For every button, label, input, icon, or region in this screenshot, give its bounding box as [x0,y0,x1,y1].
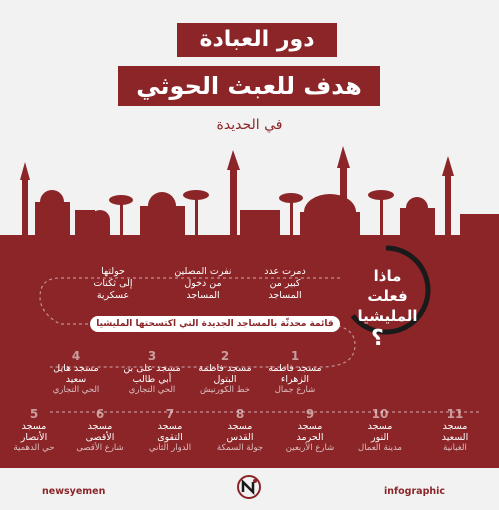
title-line-2: هدف للعبث الحوثي [118,66,380,106]
mosque-item [36,350,116,396]
fact-item [250,266,320,302]
title-line-1: دور العبادة [177,23,337,57]
fact-text: من دخول [184,278,222,289]
mosque-location: خط الكورنيش [200,385,250,395]
mosque-name: أبي طالب [132,374,172,385]
mosque-item [208,408,272,454]
mosque-location: شارع جمال [274,385,316,395]
question-line-3: المليشيا [357,307,418,325]
mosque-item [348,408,412,454]
mosque-number: 10 [371,407,389,421]
mosque-name: مسجد [367,421,393,432]
mosque-number: 8 [235,407,245,421]
mosque-name: مسجد [157,421,183,432]
mosque-number: 9 [305,407,315,421]
mosque-number: 1 [290,349,300,363]
fact-text: نفرت المصلين [174,266,232,277]
mosque-location: حي الدهمية [13,443,55,453]
mosque-name: مسجد [442,421,468,432]
fact-text: المساجد [268,290,302,301]
mosque-location: شارع الأربعين [285,443,335,453]
mosque-name: مسجد [227,421,253,432]
mosque-name: الأقصى [85,432,115,443]
question-heading [345,266,430,326]
mosque-name: مسجد [297,421,323,432]
mosque-item [278,408,342,454]
fact-text: المساجد [186,290,220,301]
mosque-item [68,408,132,454]
mosque-name: مسجد [21,421,47,432]
fact-item [168,266,238,302]
fact-text: دمرت عدد [264,266,306,277]
mosque-location: شارع الأقصى [76,443,124,453]
question-line-1: ماذا [373,267,402,285]
mosque-name: مسجد [87,421,113,432]
mosque-location: الحي التجاري [128,385,176,395]
list-banner: قائمة محدثّة بالمساجد الجديدة التي اكتسحتها المليشيا [90,316,340,332]
mosque-name: مسجد هايل [53,363,99,374]
mosque-number: 2 [220,349,230,363]
mosque-number: 7 [165,407,175,421]
fact-text: حولتها [101,266,125,277]
question-mark: ؟ [371,326,384,351]
mosque-number: 6 [95,407,105,421]
mosque-name: الزهراء [280,374,310,385]
mosque-name: الأنصار [20,432,48,443]
mosque-name: القدس [226,432,254,443]
mosque-name: مسجد على بن [123,363,181,374]
fact-text: إلى ثكنات [93,278,133,289]
mosque-number: 3 [147,349,157,363]
mosque-location: جولة السمكة [216,443,264,453]
mosque-location: الحي التجاري [52,385,100,395]
site-name: newsyemen [42,486,106,497]
mosque-location: الدوار الثاني [148,443,192,453]
mosque-location: مدينة العمال [358,443,402,453]
mosque-name: سعيد [65,374,87,385]
mosque-item [2,408,66,454]
mosque-name: السعيد [441,432,469,443]
mosque-name: النور [371,432,389,443]
mosque-number: 4 [71,349,81,363]
mosque-name: التقوى [157,432,183,443]
mosque-location: الغبانية [443,443,467,453]
question-line-2: فعلت [367,287,408,305]
mosque-name: البتول [213,374,237,385]
mosque-name: الحرمد [296,432,324,443]
mosque-item [420,408,490,454]
mosque-item [255,350,335,396]
newsyemen-logo-icon [236,474,262,500]
mosque-item [112,350,192,396]
mosque-item [185,350,265,396]
fact-text: عسكرية [96,290,130,301]
mosque-name: مسجد فاطمة [198,363,252,374]
subtitle: في الحديدة [216,117,283,133]
fact-text: كبير من [269,278,301,289]
mosque-number: 11 [446,407,464,421]
mosque-item [138,408,202,454]
mosque-number: 5 [29,407,39,421]
fact-item [78,266,148,302]
mosque-name: مسجد فاطمة [268,363,322,374]
city-skyline-illustration [0,140,499,250]
footer-label: infographic [384,486,446,497]
